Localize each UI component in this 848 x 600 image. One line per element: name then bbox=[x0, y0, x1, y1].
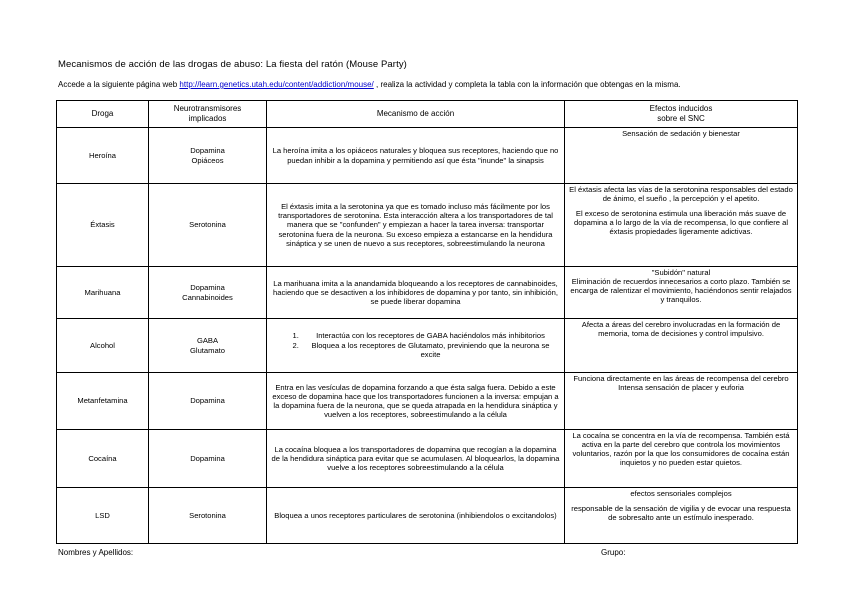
effects-cell bbox=[565, 267, 798, 319]
neurotransmitter: Dopamina bbox=[149, 373, 267, 430]
drugs-table bbox=[56, 100, 798, 544]
table-header-row bbox=[57, 101, 798, 128]
neurotransmitter: Dopamina bbox=[149, 430, 267, 488]
list-item: 1. Interactúa con los receptores de GABA haciéndolos más inhibitorios bbox=[301, 331, 560, 340]
effects-cell bbox=[565, 373, 798, 430]
column-header-neurotransmitters bbox=[149, 101, 267, 128]
column-header-nt-line1: Neurotransmisores bbox=[173, 104, 242, 114]
mechanism-cell: La marihuana imita a la anandamida bloqueando a los receptores de cannabinoides, haciendo que se desactiven a los inhibidores de dopamina y por tanto, sin inhibición, se puede liberar dopamina bbox=[267, 267, 565, 319]
activity-link[interactable]: http://learn.genetics.utah.edu/content/addiction/mouse/ bbox=[179, 80, 374, 89]
effects-cell: Afecta a áreas del cerebro involucradas en la formación de memoria, toma de decisiones y control impulsivo. bbox=[565, 319, 798, 373]
effects-paragraph: Intensa sensación de placer y euforia bbox=[618, 383, 744, 393]
group-label: Grupo: bbox=[601, 548, 626, 557]
neurotransmitter: Dopamina bbox=[190, 146, 225, 156]
mechanism-cell: La heroína imita a los opiáceos naturales y bloquea sus receptores, haciendo que no puedan inhibir a la dopamina y permitiendo así que ésta "inunde" la sinapsis bbox=[267, 128, 565, 184]
mechanism-cell: Entra en las vesículas de dopamina forzando a que ésta salga fuera. Debido a este exceso de dopamina hace que los transportadores funcionen a la inversa: empujan a la dopamina fuera de la neurona, que se queda atrapada en la hendidura sináptica y vuelven a los receptores, sobreestimulando a la célula bbox=[267, 373, 565, 430]
column-header-mechanism: Mecanismo de acción bbox=[267, 101, 565, 128]
effects-cell bbox=[565, 488, 798, 544]
mechanism-cell: Bloquea a unos receptores particulares de serotonina (inhibiendolos o excitandolos) bbox=[267, 488, 565, 544]
mechanism-list bbox=[271, 331, 560, 359]
effects-cell bbox=[565, 184, 798, 267]
drug-name: Heroína bbox=[57, 128, 149, 184]
drug-name: LSD bbox=[57, 488, 149, 544]
table-row bbox=[57, 373, 798, 430]
column-header-effects-line1: Efectos inducidos bbox=[649, 104, 713, 114]
effects-cell: Sensación de sedación y bienestar bbox=[565, 128, 798, 184]
neurotransmitter: Serotonina bbox=[149, 488, 267, 544]
drug-name: Cocaína bbox=[57, 430, 149, 488]
effects-paragraph: Eliminación de recuerdos innecesarios a corto plazo. También se encarga de ralentizar el movimiento, haciéndonos sentir relajados y tranquilos. bbox=[570, 277, 792, 305]
neurotransmitter: Cannabinoides bbox=[182, 292, 233, 302]
mechanism-cell: El éxtasis imita a la serotonina ya que es tomado incluso más fácilmente por los transportadores de serotonina. Esta interacción altera a los transportadores de tal manera que se "confunden" y empiezan a hacer la tarea inversa: transportar serotonina fuera de la neurona. Su exceso empieza a estancarse en la hendidura sináptica y se unen de nuevo a sus receptores, sobreestimulando la neurona bbox=[267, 184, 565, 267]
mechanism-cell bbox=[267, 319, 565, 373]
effects-paragraph: El exceso de serotonina estimula una liberación más suave de dopamina a lo largo de la vía de recompensa, lo que confiere al éxtasis propiedades ligeramente adictivas. bbox=[573, 209, 789, 237]
neurotransmitter: Glutamato bbox=[189, 345, 226, 355]
mechanism-cell: La cocaína bloquea a los transportadores de dopamina que recogían a la dopamina de la hendidura sináptica para evitar que se acumulasen. Al bloquearlos, la dopamina vuelve a los receptores sobreestimulando a la célula bbox=[267, 430, 565, 488]
neurotransmitter: GABA bbox=[196, 336, 219, 346]
effects-paragraph: efectos sensoriales complejos bbox=[630, 489, 732, 498]
instructions-text-before: Accede a la siguiente página web bbox=[58, 80, 180, 89]
effects-cell: La cocaína se concentra en la vía de recompensa. También está activa en la parte del cerebro que controla los movimientos voluntarios, razón por la que los consumidores de cocaína están inquietos y no pueden estar quietos. bbox=[565, 430, 798, 488]
drug-name: Alcohol bbox=[57, 319, 149, 373]
table-row bbox=[57, 319, 798, 373]
neurotransmitters-cell bbox=[149, 128, 267, 184]
instructions bbox=[58, 80, 681, 89]
neurotransmitter: Serotonina bbox=[149, 184, 267, 267]
neurotransmitters-cell bbox=[149, 267, 267, 319]
table-row bbox=[57, 184, 798, 267]
instructions-text-after: , realiza la actividad y completa la tabla con la información que obtengas en la misma. bbox=[373, 80, 681, 89]
column-header-effects bbox=[565, 101, 798, 128]
table-row bbox=[57, 430, 798, 488]
names-label: Nombres y Apellidos: bbox=[58, 548, 134, 557]
table-row bbox=[57, 488, 798, 544]
table-row bbox=[57, 267, 798, 319]
neurotransmitters-cell bbox=[149, 319, 267, 373]
table-row bbox=[57, 128, 798, 184]
column-header-drug: Droga bbox=[57, 101, 149, 128]
effects-paragraph: Funciona directamente en las áreas de recompensa del cerebro bbox=[573, 374, 789, 383]
neurotransmitter: Dopamina bbox=[190, 283, 225, 293]
neurotransmitter: Opiáceos bbox=[191, 155, 224, 165]
document-title: Mecanismos de acción de las drogas de abuso: La fiesta del ratón (Mouse Party) bbox=[58, 59, 407, 70]
drug-name: Éxtasis bbox=[57, 184, 149, 267]
list-item: 2. Bloquea a los receptores de Glutamato, previniendo que la neurona se excite bbox=[301, 341, 560, 359]
drug-name: Marihuana bbox=[57, 267, 149, 319]
column-header-effects-line2: sobre el SNC bbox=[657, 114, 705, 123]
drug-name: Metanfetamina bbox=[57, 373, 149, 430]
column-header-nt-line2: implicados bbox=[188, 114, 227, 123]
effects-paragraph: responsable de la sensación de vigilia y de evocar una respuesta de sobresalto ante un estímulo inesperado. bbox=[571, 504, 791, 523]
effects-paragraph: "Subidón" natural bbox=[651, 268, 711, 277]
effects-paragraph: El éxtasis afecta las vías de la serotonina responsables del estado de ánimo, el sueño , la percepción y el apetito. bbox=[569, 185, 793, 204]
